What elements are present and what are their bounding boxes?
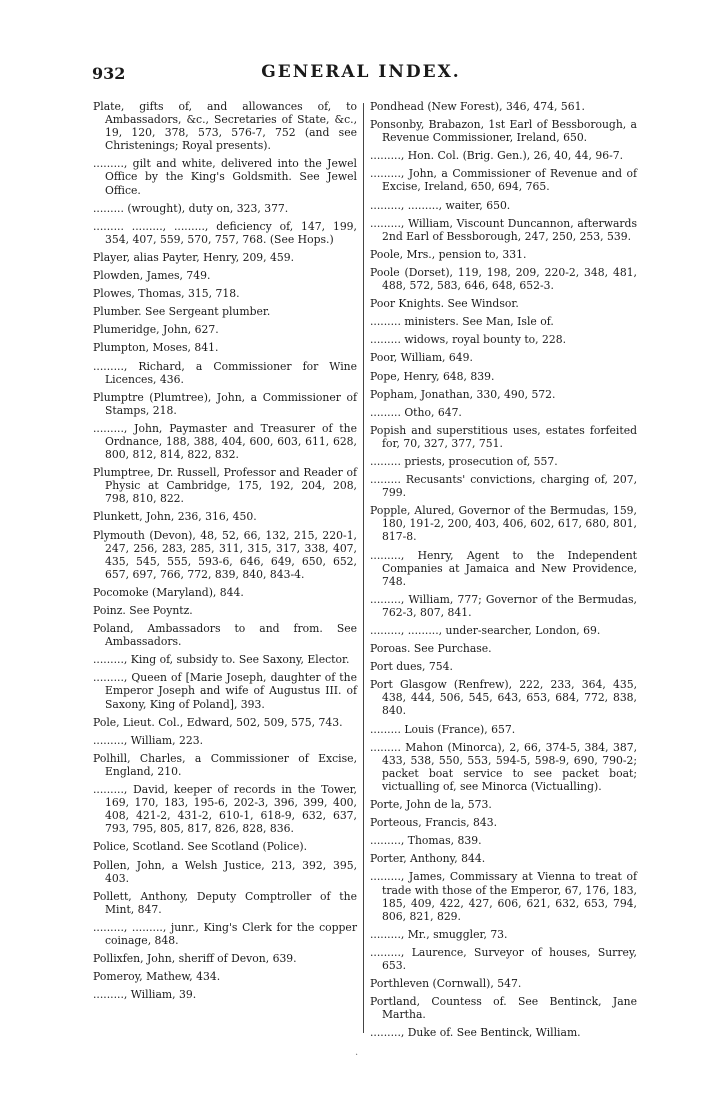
index-entry: Poroas. See Purchase. [370,642,492,656]
index-entry: ........., Mr., smuggler, 73. [370,927,508,941]
index-entry: Plate, gifts of, and allowances of, to Ambassadors, &c., Secretaries of State, &c., 19, 120, 378, 573, 576-7, 752 (and see Christenings; Royal presents). [93,100,357,153]
index-entry: Plowes, Thomas, 315, 718. [93,287,240,301]
index-entry: Plumeridge, John, 627. [93,323,219,337]
index-entry: Port Glasgow (Renfrew), 222, 233, 364, 435, 438, 444, 506, 545, 643, 653, 684, 772, 838, 840. [370,678,637,718]
index-entry: Popham, Jonathan, 330, 490, 572. [370,387,556,401]
index-entry: ......... ........., ........., deficiency of, 147, 199, 354, 407, 559, 570, 757, 768. (See Hops.) [93,219,357,246]
index-entry: ........., gilt and white, delivered into the Jewel Office by the King's Goldsmith. See Jewel Office. [93,157,357,197]
index-entry: Pondhead (New Forest), 346, 474, 561. [370,100,585,113]
index-entry: Porthleven (Cornwall), 547. [370,977,522,991]
index-entry: Poor, William, 649. [370,351,473,365]
index-entry: ........., David, keeper of records in the Tower, 169, 170, 183, 195-6, 202-3, 396, 399, 400, 408, 421-2, 431-2, 610-1, 618-9, 632, 637, 793, 795, 805, 817, 826, 828, 836. [93,783,357,836]
index-entry: ......... widows, royal bounty to, 228. [370,333,567,347]
index-entry: ........., Richard, a Commissioner for Wine Licences, 436. [93,359,357,386]
index-entry: ........., William, 223. [93,733,204,747]
index-entry: Pole, Lieut. Col., Edward, 502, 509, 575, 743. [93,715,343,729]
index-entry: Poole, Mrs., pension to, 331. [370,247,527,261]
index-entry: Plymouth (Devon), 48, 52, 66, 132, 215, 220-1, 247, 256, 283, 285, 311, 315, 317, 338, 407, 435, 545, 555, 593-6, 646, 649, 650, 652, 657, 697, 766, 772, 839, 840, 843-4. [93,528,357,581]
index-entry: ........., Henry, Agent to the Independent Companies at Jamaica and New Providence, 748. [370,548,637,588]
index-entry: ........., William, 39. [93,988,197,1002]
index-entry: ......... ministers. See Man, Isle of. [370,315,554,329]
index-entry: ........., Duke of. See Bentinck, William. [370,1026,581,1040]
index-entry: ........., King of, subsidy to. See Saxony, Elector. [93,653,350,667]
index-entry: Polhill, Charles, a Commissioner of Excise, England, 210. [93,751,357,778]
index-entry: ........., William, Viscount Duncannon, afterwards 2nd Earl of Bessborough, 247, 250, 253, 539. [370,216,637,243]
index-entry: Plumptre (Plumtree), John, a Commissioner of Stamps, 218. [93,390,357,417]
index-entry: ........., Thomas, 839. [370,834,482,848]
index-entry: Plumber. See Sergeant plumber. [93,305,271,319]
index-entry: Plumptree, Dr. Russell, Professor and Reader of Physic at Cambridge, 175, 192, 204, 208, 798, 810, 822. [93,466,357,506]
index-entry: Poinz. See Poyntz. [93,604,193,617]
index-entry: ........., Hon. Col. (Brig. Gen.), 26, 40, 44, 96-7. [370,149,624,163]
index-entry: Pollen, John, a Welsh Justice, 213, 392, 395, 403. [93,858,357,885]
page-title: GENERAL INDEX. [261,62,461,82]
index-entry: Plunkett, John, 236, 316, 450. [93,510,257,524]
index-entry: ......... Louis (France), 657. [370,722,516,736]
left-column [93,100,357,1006]
right-column [370,100,637,1044]
index-entry: Police, Scotland. See Scotland (Police). [93,840,308,854]
index-entry: ........., William, 777; Governor of the Bermudas, 762-3, 807, 841. [370,592,637,619]
index-entry: ......... priests, prosecution of, 557. [370,454,558,468]
index-entry: ......... Mahon (Minorca), 2, 66, 374-5, 384, 387, 433, 538, 550, 553, 594-5, 598-9, 690, 790-2; packet boat service to see packet boat; victualling of, see Minorca (Victualling). [370,740,637,793]
index-entry: Pollett, Anthony, Deputy Comptroller of the Mint, 847. [93,889,357,916]
index-entry: Plumpton, Moses, 841. [93,341,219,355]
index-entry: ........., James, Commissary at Vienna to treat of trade with those of the Emperor, 67, 176, 183, 185, 409, 422, 427, 606, 621, 632, 653, 794, 806, 821, 829. [370,870,637,923]
index-entry: ........., ........., junr., King's Clerk for the copper coinage, 848. [93,920,357,947]
index-entry: Poor Knights. See Windsor. [370,297,519,311]
index-entry: ......... Otho, 647. [370,405,462,419]
index-entry: Pomeroy, Mathew, 434. [93,970,221,984]
index-entry: Porter, Anthony, 844. [370,852,486,866]
index-entry: Port dues, 754. [370,660,453,674]
column-divider [363,103,364,1033]
index-entry: ........., John, Paymaster and Treasurer of the Ordnance, 188, 388, 404, 600, 603, 611, 628, 800, 812, 814, 822, 832. [93,421,357,462]
index-entry: ........., Laurence, Surveyor of houses, Surrey, 653. [370,945,637,972]
index-entry: ........., Queen of [Marie Joseph, daughter of the Emperor Joseph and wife of Augustus III. of Saxony, King of Poland], 393. [93,671,357,711]
page-number: 932 [92,64,126,83]
index-entry: Pollixfen, John, sheriff of Devon, 639. [93,952,297,966]
footer-mark: . [355,1047,359,1058]
index-entry: Portland, Countess of. See Bentinck, Jane Martha. [370,995,637,1022]
index-entry: ......... (wrought), duty on, 323, 377. [93,201,289,215]
index-entry: Player, alias Payter, Henry, 209, 459. [93,250,295,264]
index-entry: Porteous, Francis, 843. [370,816,498,830]
index-entry: Pope, Henry, 648, 839. [370,369,495,383]
index-entry: ........., ........., waiter, 650. [370,198,511,212]
index-entry: ........., ........., under-searcher, London, 69. [370,624,601,637]
index-entry: Plowden, James, 749. [93,269,211,283]
index-entry: Poland, Ambassadors to and from. See Ambassadors. [93,622,357,649]
index-entry: Popple, Alured, Governor of the Bermudas, 159, 180, 191-2, 200, 403, 406, 602, 617, 680, 801, 817-8. [370,504,637,544]
index-entry: Ponsonby, Brabazon, 1st Earl of Bessborough, a Revenue Commissioner, Ireland, 650. [370,118,637,145]
index-entry: ......... Recusants' convictions, charging of, 207, 799. [370,473,637,500]
index-entry: ........., John, a Commissioner of Revenue and of Excise, Ireland, 650, 694, 765. [370,167,637,194]
index-entry: Porte, John de la, 573. [370,798,492,812]
index-entry: Pocomoke (Maryland), 844. [93,585,244,599]
index-entry: Poole (Dorset), 119, 198, 209, 220-2, 348, 481, 488, 572, 583, 646, 648, 652-3. [370,265,637,293]
index-entry: Popish and superstitious uses, estates forfeited for, 70, 327, 377, 751. [370,423,637,450]
